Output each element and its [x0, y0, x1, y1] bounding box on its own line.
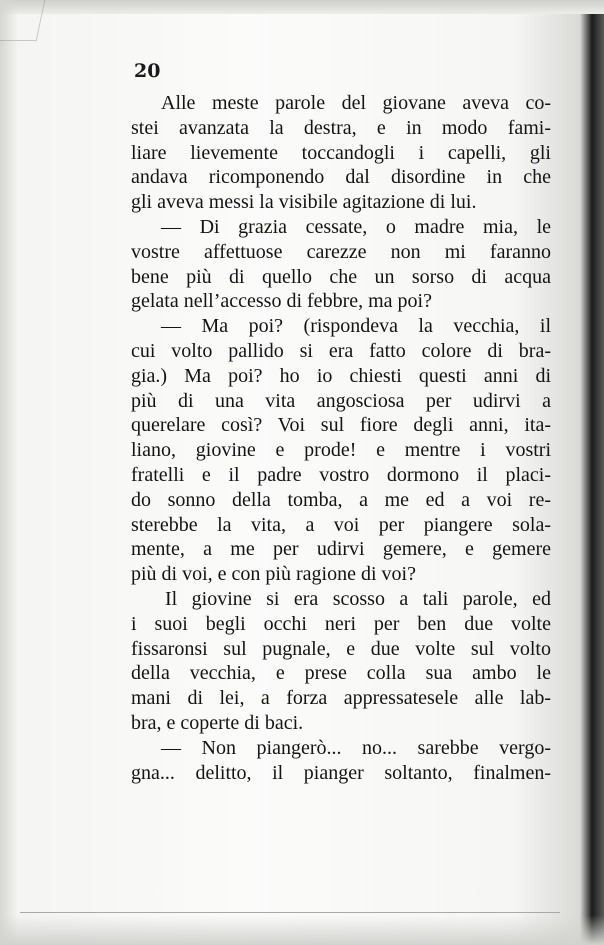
text-line: vostre affettuose carezze non mi faranno	[131, 240, 551, 263]
text-line: fratelli e il padre vostro dormono il placi-	[131, 463, 551, 486]
text-line: — Non piangerò... no... sarebbe vergo-	[161, 736, 551, 759]
text-line: fissaronsi sul pugnale, e due volte sul volto	[131, 637, 551, 660]
text-line: gia.) Ma poi? ho io chiesti questi anni di	[131, 364, 551, 387]
text-line: querelare così? Voi sul fiore degli anni, ita-	[131, 414, 551, 437]
text-line: andava ricomponendo dal disordine in che	[131, 166, 551, 189]
text-line: gli aveva messi la visibile agitazione di lui.	[131, 191, 477, 214]
text-line: Il giovine si era scosso a tali parole, ed	[165, 587, 551, 610]
page-corner-fold	[0, 0, 45, 41]
page-number: 20	[134, 60, 161, 82]
page-left-shadow	[0, 0, 18, 945]
text-line: sterebbe la vita, a voi per piangere sola-	[131, 513, 551, 536]
text-line: do sonno della tomba, a me ed a voi re-	[131, 488, 551, 511]
text-line: gelata nell’accesso di febbre, ma poi?	[131, 290, 432, 313]
text-line: gna... delitto, il pianger soltanto, finalmen-	[131, 761, 551, 784]
body-text	[131, 91, 551, 785]
text-line: — Ma poi? (rispondeva la vecchia, il	[161, 315, 551, 338]
text-line: bene più di quello che un sorso di acqua	[131, 265, 551, 288]
text-line: più di una vita angosciosa per udirvi a	[131, 389, 551, 412]
text-line: Alle meste parole del giovane aveva co-	[161, 92, 551, 114]
text-line: più di voi, e con più ragione di voi?	[131, 563, 416, 586]
text-line: cui volto pallido si era fatto colore di bra-	[131, 339, 551, 362]
text-line: della vecchia, e prese colla sua ambo le	[131, 662, 551, 685]
text-line: liare lievemente toccandogli i capelli, gli	[131, 141, 551, 164]
text-line: i suoi begli occhi neri per ben due volte	[131, 612, 551, 635]
text-line: stei avanzata la destra, e in modo fami-	[131, 116, 551, 139]
text-line: liano, giovine e prode! e mentre i vostri	[131, 439, 551, 462]
text-line: mani di lei, a forza appressatesele alle lab-	[131, 687, 551, 710]
text-line: — Di grazia cessate, o madre mia, le	[161, 215, 551, 238]
text-line: bra, e coperte di baci.	[131, 711, 304, 734]
page-bottom-rule	[20, 912, 560, 913]
page-bottom-edge	[0, 915, 604, 945]
text-line: mente, a me per udirvi gemere, e gemere	[131, 538, 551, 561]
page-top-edge	[0, 0, 604, 14]
